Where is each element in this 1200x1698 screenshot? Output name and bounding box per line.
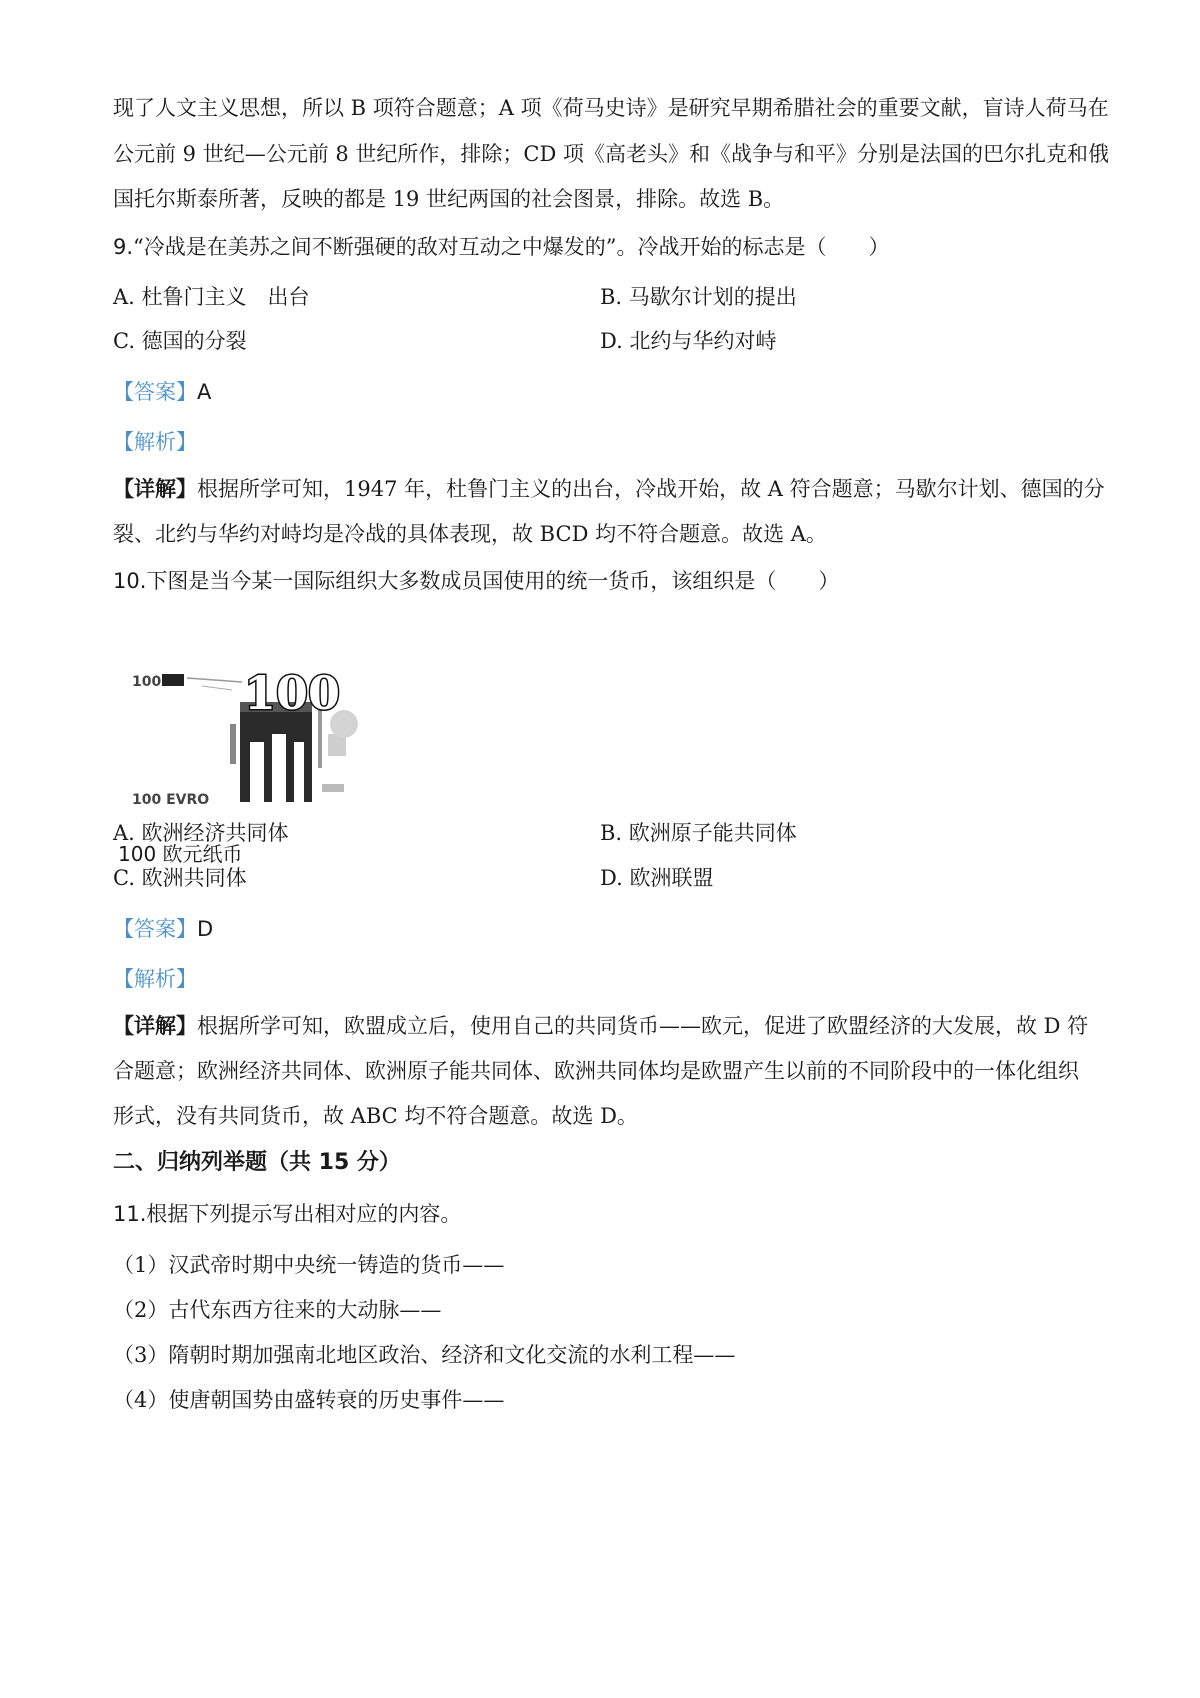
q9-answer (113, 377, 211, 407)
banknote-caption: 100 欧元纸币 (118, 842, 243, 866)
banknote-label-top: 100 (132, 674, 162, 690)
q11-item-3: （3）隋朝时期加强南北地区政治、经济和文化交流的水利工程—— (113, 1343, 736, 1367)
q9-detail-line-1 (113, 474, 1105, 504)
q10-number: 10. (113, 569, 147, 593)
q11-item-2: （2）古代东西方往来的大动脉—— (113, 1298, 442, 1322)
q9-detail-line-2: 裂、北约与华约对峙均是冷战的具体表现，故 BCD 均不符合题意。故选 A。 (113, 522, 827, 546)
q8-tail-line-1: 现了人文主义思想，所以 B 项符合题意；A 项《荷马史诗》是研究早期希腊社会的重要文献，盲诗人荷马在 (113, 96, 1109, 120)
q9-detail-text-1: 根据所学可知，1947 年，杜鲁门主义的出台，冷战开始，故 A 符合题意；马歇尔计划、德国的分 (197, 477, 1105, 501)
q10-option-a: A. 欧洲经济共同体 (113, 821, 289, 845)
banknote-label-bottom: 100 EVRO (132, 792, 210, 808)
q10-analysis-tag: 【解析】 (113, 967, 197, 991)
q10-answer-value: D (197, 917, 214, 941)
q10-stem: 下图是当今某一国际组织大多数成员国使用的统一货币，该组织是（ ） (146, 569, 840, 593)
q9-answer-tag: 【答案】 (113, 380, 197, 404)
euro-banknote-image (132, 664, 382, 812)
q10-option-c: C. 欧洲共同体 (113, 866, 247, 890)
q10-detail-tag: 【详解】 (113, 1013, 197, 1038)
q9-option-b: B. 马歇尔计划的提出 (600, 285, 797, 309)
q9-option-c: C. 德国的分裂 (113, 329, 247, 353)
q10-detail-line-3: 形式，没有共同货币，故 ABC 均不符合题意。故选 D。 (113, 1104, 638, 1128)
q11-item-4: （4）使唐朝国势由盛转衰的历史事件—— (113, 1388, 505, 1412)
q10-answer-tag: 【答案】 (113, 917, 197, 941)
q10-analysis (113, 964, 197, 994)
q9-stem: “冷战是在美苏之间不断强硬的敌对互动之中爆发的”。冷战开始的标志是（ ） (133, 235, 890, 259)
q9-detail-tag: 【详解】 (113, 476, 197, 501)
q9-analysis (113, 427, 197, 457)
q10-answer (113, 914, 213, 944)
q11-stem-line (113, 1199, 461, 1229)
q10-detail-line-1 (113, 1011, 1088, 1041)
q10-option-b: B. 欧洲原子能共同体 (600, 821, 797, 845)
q11-stem: 根据下列提示写出相对应的内容。 (146, 1202, 462, 1226)
q9-stem-line (113, 232, 890, 262)
q8-tail-line-2: 公元前 9 世纪—公元前 8 世纪所作，排除；CD 项《高老头》和《战争与和平》分别是法国的巴尔扎克和俄 (113, 142, 1109, 166)
section-2-title: 二、归纳列举题（共 15 分） (113, 1150, 401, 1175)
q10-detail-line-2: 合题意；欧洲经济共同体、欧洲原子能共同体、欧洲共同体均是欧盟产生以前的不同阶段中的一体化组织 (113, 1059, 1079, 1083)
q10-stem-line (113, 566, 839, 596)
q9-analysis-tag: 【解析】 (113, 430, 197, 454)
q9-option-d: D. 北约与华约对峙 (600, 329, 777, 353)
q11-item-1: （1）汉武帝时期中央统一铸造的货币—— (113, 1253, 505, 1277)
q9-answer-value: A (197, 380, 212, 404)
q8-tail-line-3: 国托尔斯泰所著，反映的都是 19 世纪两国的社会图景，排除。故选 B。 (113, 187, 785, 211)
q11-number: 11. (113, 1202, 147, 1226)
q10-option-d: D. 欧洲联盟 (600, 866, 714, 890)
q9-option-a: A. 杜鲁门主义 出台 (113, 285, 310, 309)
banknote-big-number: 100 (244, 666, 341, 720)
q9-number: 9. (113, 235, 134, 259)
q10-detail-text-1: 根据所学可知，欧盟成立后，使用自己的共同货币——欧元，促进了欧盟经济的大发展，故 D 符 (197, 1014, 1089, 1038)
